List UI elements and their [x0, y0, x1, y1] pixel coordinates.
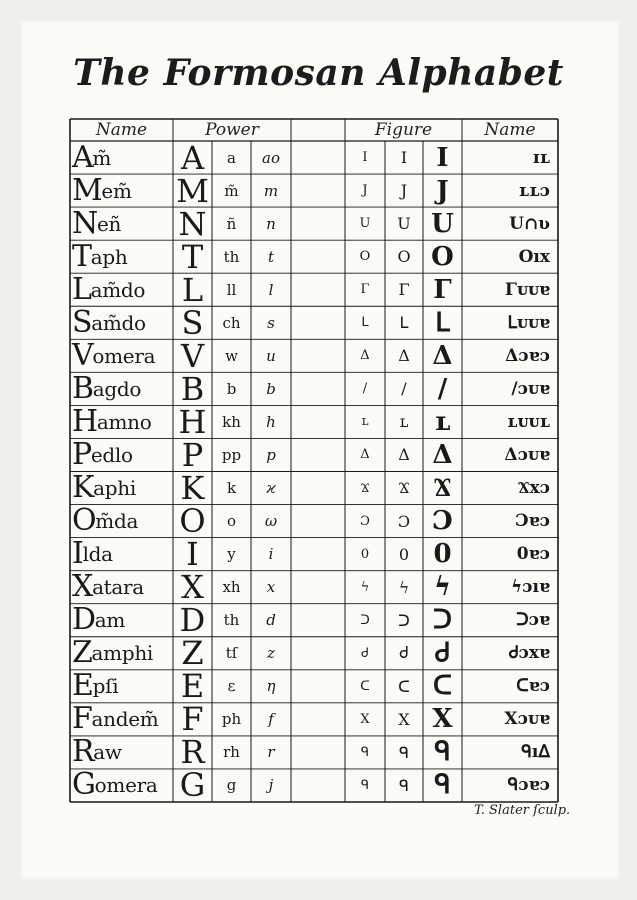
figure-small: X — [360, 711, 370, 727]
power-capital: L — [181, 270, 204, 309]
figure-large: Ꮷ — [435, 637, 450, 668]
figure-name: Ɔɐɔ — [515, 511, 550, 532]
letter-name-rest: pſi — [92, 674, 119, 699]
figure-small: J — [362, 183, 368, 199]
power-capital: G — [179, 766, 206, 805]
figure-large: Ϫ — [433, 473, 452, 504]
figure-name: ᑐɔɐ — [516, 610, 550, 631]
figure-name: ᒪᴜᴜɐ — [507, 312, 550, 333]
power-small: xh — [222, 578, 241, 597]
power-sound: d — [266, 611, 276, 630]
figure-medium: Ϫ — [398, 478, 410, 498]
figure-large: Δ — [432, 340, 453, 371]
figure-medium: ʟ — [399, 412, 409, 432]
figure-medium: ᒪ — [399, 313, 409, 333]
power-capital: S — [181, 303, 204, 342]
power-small: m̃ — [224, 181, 239, 200]
power-capital: K — [180, 469, 205, 508]
figure-name: ᑕɐɔ — [516, 676, 550, 697]
header-power: Power — [205, 120, 259, 140]
power-sound: n — [266, 214, 276, 233]
power-small: k — [226, 479, 237, 498]
letter-name-initial: D — [72, 602, 96, 638]
figure-large: O — [431, 241, 454, 272]
letter-name — [70, 472, 175, 505]
power-capital: R — [180, 733, 205, 772]
letter-name — [70, 405, 175, 438]
figure-medium: U — [397, 214, 411, 234]
power-sound: x — [266, 578, 276, 597]
power-sound: ao — [262, 148, 280, 167]
power-small: ch — [222, 313, 241, 332]
power-small: th — [223, 247, 240, 266]
power-small: ε — [227, 677, 236, 696]
figure-large: ᑫ — [434, 770, 451, 801]
power-capital: P — [181, 435, 204, 474]
figure-name: ʟᴜᴜʟ — [507, 411, 550, 432]
figure-small: Ɔ — [360, 513, 370, 529]
power-capital: E — [180, 667, 205, 706]
letter-name-rest: m̃ — [92, 145, 112, 170]
figure-medium: 0 — [398, 544, 410, 564]
figure-large: / — [437, 373, 448, 404]
power-sound: f — [268, 710, 274, 729]
figure-medium: Ꮷ — [399, 643, 409, 663]
letter-name — [70, 240, 175, 273]
letter-name-rest: lda — [82, 542, 113, 567]
power-sound: p — [266, 445, 276, 464]
power-small: a — [227, 148, 236, 167]
figure-large: Γ — [433, 274, 452, 305]
figure-medium: Ɔ — [397, 511, 411, 531]
letter-name-initial: E — [72, 668, 94, 704]
figure-name: Ϫxɔ — [517, 478, 550, 499]
letter-name — [70, 637, 175, 670]
letter-name-initial: G — [72, 767, 96, 803]
figure-name: ᑫıᐃ — [521, 742, 550, 763]
power-capital: F — [181, 700, 204, 739]
figure-medium: ᑫ — [398, 775, 410, 795]
letter-name — [70, 505, 175, 538]
power-sound: t — [267, 247, 275, 266]
figure-large: ᑫ — [434, 737, 451, 768]
letter-name-rest: aphi — [93, 476, 136, 501]
figure-small: ᑫ — [360, 777, 370, 793]
figure-large: J — [436, 175, 449, 206]
letter-name-rest: amphi — [91, 641, 154, 666]
letter-name-initial: I — [72, 536, 84, 572]
letter-name-rest: eñ — [96, 211, 122, 236]
letter-name-initial: F — [72, 701, 93, 737]
figure-small: U — [359, 216, 371, 232]
power-capital: B — [180, 369, 205, 408]
figure-medium: J — [400, 181, 408, 201]
letter-name-initial: Z — [72, 635, 93, 671]
letter-name — [70, 306, 175, 339]
figure-large: ϟ — [433, 572, 452, 603]
letter-name — [70, 736, 175, 769]
figure-small: Γ — [360, 282, 370, 298]
figure-medium: X — [398, 709, 410, 729]
letter-name-rest: andem̃ — [91, 707, 159, 732]
figure-small: ᑫ — [360, 744, 370, 760]
power-small: th — [223, 611, 240, 630]
power-sound: ϰ — [266, 479, 276, 498]
figure-small: I — [362, 150, 368, 166]
figure-medium: Δ — [398, 346, 410, 366]
power-sound: r — [267, 743, 275, 762]
letter-name-initial: R — [72, 734, 95, 770]
figure-large: ʟ — [434, 406, 451, 437]
letter-name-initial: L — [72, 271, 92, 307]
figure-small: ᒪ — [361, 315, 369, 331]
letter-name-rest: aw — [93, 740, 122, 765]
figure-large: Δ — [432, 439, 453, 470]
figure-small: / — [362, 381, 368, 397]
letter-name-rest: omera — [92, 343, 156, 368]
figure-small: O — [359, 249, 371, 265]
letter-name-rest: em̃ — [101, 178, 132, 203]
letter-name-rest: atara — [92, 575, 144, 600]
figure-large: ᒪ — [435, 307, 450, 338]
header-figure: Figure — [374, 120, 433, 140]
letter-name — [70, 438, 175, 471]
figure-small: ᑐ — [360, 612, 370, 628]
figure-name: Ꮷɔxɐ — [509, 643, 550, 664]
letter-name — [70, 703, 175, 736]
letter-name — [70, 372, 175, 405]
letter-name-initial: O — [72, 503, 97, 539]
letter-name-rest: m̃da — [95, 509, 139, 534]
letter-name — [70, 174, 175, 207]
engraver-credit: T. Slater ſculp. — [474, 803, 571, 818]
letter-name — [70, 571, 175, 604]
figure-name: ʟʟɔ — [518, 180, 550, 201]
letter-name-rest: aph — [90, 244, 128, 269]
power-small: tſ — [225, 644, 238, 663]
figure-medium: ϟ — [398, 577, 410, 597]
letter-name-initial: X — [72, 569, 94, 605]
figure-name: Δɔᴜɐ — [504, 444, 550, 465]
power-capital: T — [181, 237, 204, 276]
power-capital: D — [179, 601, 206, 640]
power-capital: A — [180, 138, 205, 177]
letter-name-rest: edlo — [90, 442, 133, 467]
figure-small: ʟ — [361, 414, 369, 430]
figure-name: /ɔᴜɐ — [511, 378, 550, 399]
letter-name — [70, 273, 175, 306]
letter-name-initial: S — [72, 304, 93, 340]
power-small: ll — [226, 280, 237, 299]
letter-name-initial: M — [72, 172, 103, 208]
power-capital: Z — [181, 634, 204, 673]
figure-small: ᑕ — [360, 678, 370, 694]
letter-name-initial: A — [72, 139, 94, 175]
power-sound: η — [266, 677, 276, 696]
letter-name-rest: am — [94, 608, 126, 633]
figure-large: X — [432, 704, 453, 735]
power-capital: I — [186, 535, 199, 574]
figure-name: ɪʟ — [533, 147, 550, 168]
power-capital: N — [178, 204, 207, 243]
figure-large: U — [431, 208, 454, 239]
figure-name: Oıx — [518, 246, 550, 267]
figure-large: I — [436, 142, 449, 173]
power-small: ph — [221, 710, 242, 729]
power-small: ñ — [226, 214, 237, 233]
figure-small: Ϫ — [360, 481, 370, 497]
figure-name: Δɔɐɔ — [505, 345, 550, 366]
figure-name: 0ɐɔ — [516, 544, 550, 565]
power-small: w — [225, 346, 238, 365]
figure-name: ᑫɔɐɔ — [507, 775, 550, 796]
letter-name-rest: am̃do — [90, 277, 146, 302]
letter-name-initial: T — [72, 238, 92, 274]
power-sound: j — [268, 776, 274, 795]
figure-medium: ᑐ — [398, 610, 410, 630]
letter-name — [70, 141, 175, 174]
figure-large: Ɔ — [432, 506, 453, 537]
power-small: rh — [223, 743, 240, 762]
power-small: pp — [221, 445, 242, 464]
power-sound: m — [263, 181, 279, 200]
power-small: y — [227, 545, 236, 564]
figure-small: 0 — [360, 546, 370, 562]
power-small: g — [226, 776, 237, 795]
figure-medium: I — [400, 148, 408, 168]
figure-small: Ꮷ — [361, 645, 369, 661]
figure-name: Xɔᴜɐ — [504, 709, 550, 730]
power-capital: X — [181, 568, 204, 607]
figure-small: Δ — [360, 348, 370, 364]
power-small: b — [226, 379, 237, 398]
figure-medium: Δ — [398, 445, 410, 465]
letter-name — [70, 538, 175, 571]
figure-name: U∩ʋ — [509, 213, 550, 234]
figure-medium: ᑫ — [398, 742, 410, 762]
power-sound: s — [267, 313, 275, 332]
power-small: kh — [222, 412, 241, 431]
figure-small: ϟ — [360, 579, 370, 595]
letter-name-initial: N — [72, 205, 98, 241]
letter-name — [70, 207, 175, 240]
power-capital: O — [179, 502, 206, 541]
power-capital: M — [176, 171, 209, 210]
figure-large: 0 — [433, 539, 452, 570]
power-sound: i — [268, 545, 274, 564]
letter-name-rest: amno — [96, 409, 152, 434]
figure-medium: Γ — [398, 280, 410, 300]
letter-name-initial: H — [72, 403, 98, 439]
letter-name-rest: omera — [94, 773, 158, 798]
figure-medium: ᑕ — [398, 676, 410, 696]
letter-name — [70, 670, 175, 703]
letter-name-rest: am̃do — [91, 310, 146, 335]
figure-large: ᑐ — [433, 605, 452, 636]
power-capital: H — [178, 402, 207, 441]
figure-medium: / — [401, 379, 407, 399]
power-sound: b — [266, 379, 276, 398]
power-sound: h — [266, 412, 276, 431]
letter-name — [70, 339, 175, 372]
page-title: The Formosan Alphabet — [73, 52, 564, 94]
letter-name-initial: B — [72, 370, 94, 406]
figure-small: Δ — [360, 447, 370, 463]
letter-name-initial: P — [72, 436, 92, 472]
figure-medium: O — [397, 247, 411, 267]
letter-name — [70, 769, 175, 802]
power-small: o — [226, 512, 237, 531]
letter-name-rest: agdo — [92, 376, 142, 401]
figure-name: Γᴜᴜɐ — [504, 279, 550, 300]
header-name-right: Name — [484, 120, 536, 140]
header-name: Name — [95, 120, 148, 140]
letter-name — [70, 604, 175, 637]
figure-name: ϟɔıɐ — [510, 577, 550, 598]
figure-large: ᑕ — [433, 671, 452, 702]
power-sound: l — [268, 280, 274, 299]
power-sound: ω — [264, 512, 278, 531]
letter-name-initial: V — [72, 337, 94, 373]
power-capital: V — [180, 336, 205, 375]
power-sound: u — [266, 346, 276, 365]
letter-name-initial: K — [72, 470, 95, 506]
power-sound: z — [267, 644, 275, 663]
